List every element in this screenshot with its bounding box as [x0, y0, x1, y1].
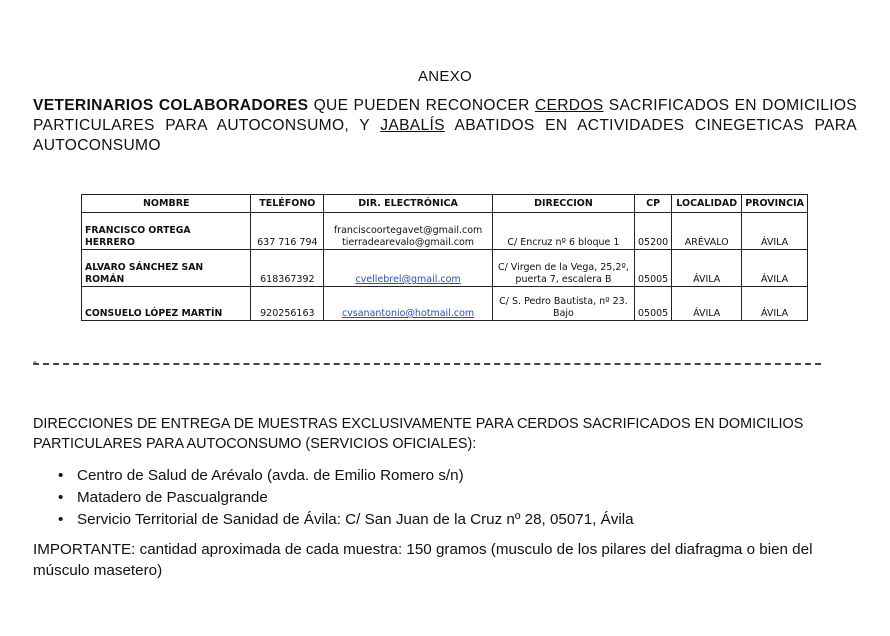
- vet-email-line-1: franciscoortegavet@gmail.com: [333, 225, 483, 236]
- list-item: [58, 487, 634, 509]
- vet-province-cell: ÁVILA: [742, 287, 808, 321]
- column-header-phone: TELÉFONO: [251, 195, 324, 213]
- vet-name-line-2: ROMÁN: [85, 274, 125, 285]
- column-header-address: DIRECCION: [492, 195, 634, 213]
- list-item-text: Matadero de Pascualgrande: [77, 489, 268, 506]
- vet-phone-cell: 920256163: [251, 287, 324, 321]
- intro-paragraph: [33, 96, 857, 156]
- list-item: [58, 465, 634, 487]
- vet-name-cell: [82, 250, 251, 287]
- intro-underlined-cerdos: CERDOS: [534, 97, 604, 114]
- vet-locality-cell: ÁVILA: [672, 287, 742, 321]
- vet-name-line-1: FRANCISCO ORTEGA: [85, 225, 191, 236]
- list-item-text: Centro de Salud de Arévalo (avda. de Emilio Romero s/n): [77, 467, 464, 484]
- veterinarians-table: [81, 194, 808, 321]
- vet-email-link[interactable]: cvsanantonio@hotmail.com: [341, 308, 475, 319]
- column-header-locality: LOCALIDAD: [672, 195, 742, 213]
- delivery-intro: DIRECCIONES DE ENTREGA DE MUESTRAS EXCLUSIVAMENTE PARA CERDOS SACRIFICADOS EN DOMICILIOS PARTICULARES PARA AUTOCONSUMO (SERVICIOS OFICIALES):: [33, 416, 804, 452]
- column-header-province: PROVINCIA: [742, 195, 808, 213]
- vet-address-line-1: C/ S. Pedro Bautista, nº 23.: [499, 296, 628, 307]
- intro-text-3: ABATIDOS EN ACTIVIDADES CINEGETICAS PARA AUTOCONSUMO: [33, 117, 857, 154]
- vet-name-line-2: HERRERO: [85, 237, 135, 248]
- intro-text-1: QUE PUEDEN RECONOCER: [308, 97, 535, 114]
- separator-lead-mark: -: [33, 356, 37, 368]
- vet-address-cell: [492, 213, 634, 250]
- vet-locality-cell: ARÉVALO: [672, 213, 742, 250]
- vet-address-cell: [492, 250, 634, 287]
- vet-name-cell: [82, 287, 251, 321]
- table-row: [82, 213, 808, 250]
- vet-cp-cell: 05005: [635, 287, 672, 321]
- column-header-name: NOMBRE: [82, 195, 251, 213]
- vet-cp-cell: 05005: [635, 250, 672, 287]
- bullet-icon: •: [58, 467, 64, 484]
- vet-name-cell: [82, 213, 251, 250]
- table-header-row: [82, 195, 808, 213]
- vet-locality-cell: ÁVILA: [672, 250, 742, 287]
- vet-name-line-2: CONSUELO LÓPEZ MARTÍN: [85, 308, 223, 319]
- vet-address-line-2: C/ Encruz nº 6 bloque 1: [507, 237, 620, 248]
- vet-email-link[interactable]: cvellebrel@gmail.com: [355, 274, 461, 285]
- annex-heading: ANEXO: [417, 68, 472, 85]
- vet-province-cell: ÁVILA: [742, 213, 808, 250]
- intro-underlined-jabalis: JABALÍS: [380, 117, 445, 134]
- vet-address-line-2: puerta 7, escalera B: [515, 274, 612, 285]
- vet-cp-cell: 05200: [635, 213, 672, 250]
- table-row: [82, 250, 808, 287]
- list-item-text: Servicio Territorial de Sanidad de Ávila: C/ San Juan de la Cruz nº 28, 05071, Ávila: [77, 511, 634, 528]
- vet-address-line-1: C/ Virgen de la Vega, 25,2º,: [497, 262, 629, 273]
- section-divider: [33, 363, 821, 365]
- intro-bold-lead: VETERINARIOS COLABORADORES: [33, 97, 309, 114]
- vet-address-cell: [492, 287, 634, 321]
- vet-email-cell: [324, 250, 493, 287]
- vet-address-line-2: Bajo: [553, 308, 574, 319]
- vet-phone-cell: 618367392: [251, 250, 324, 287]
- column-header-email: DIR. ELECTRÓNICA: [324, 195, 493, 213]
- important-note: IMPORTANTE: cantidad aproximada de cada muestra: 150 gramos (musculo de los pilares del diafragma o bien del músculo masetero): [33, 541, 813, 579]
- table-row: [82, 287, 808, 321]
- vet-name-line-1: ALVARO SÁNCHEZ SAN: [85, 262, 204, 273]
- bullet-icon: •: [58, 489, 64, 506]
- bullet-icon: •: [58, 511, 64, 528]
- vet-province-cell: ÁVILA: [742, 250, 808, 287]
- intro-text-2: SACRIFICADOS EN DOMICILIOS PARTICULARES PARA AUTOCONSUMO, Y: [33, 97, 857, 134]
- vet-email-line-2: tierradearevalo@gmail.com: [342, 237, 475, 248]
- list-item: [58, 509, 634, 531]
- vet-email-cell: [324, 287, 493, 321]
- vet-email-cell: [324, 213, 493, 250]
- column-header-cp: CP: [635, 195, 672, 213]
- vet-phone-cell: 637 716 794: [251, 213, 324, 250]
- delivery-locations-list: [58, 465, 634, 531]
